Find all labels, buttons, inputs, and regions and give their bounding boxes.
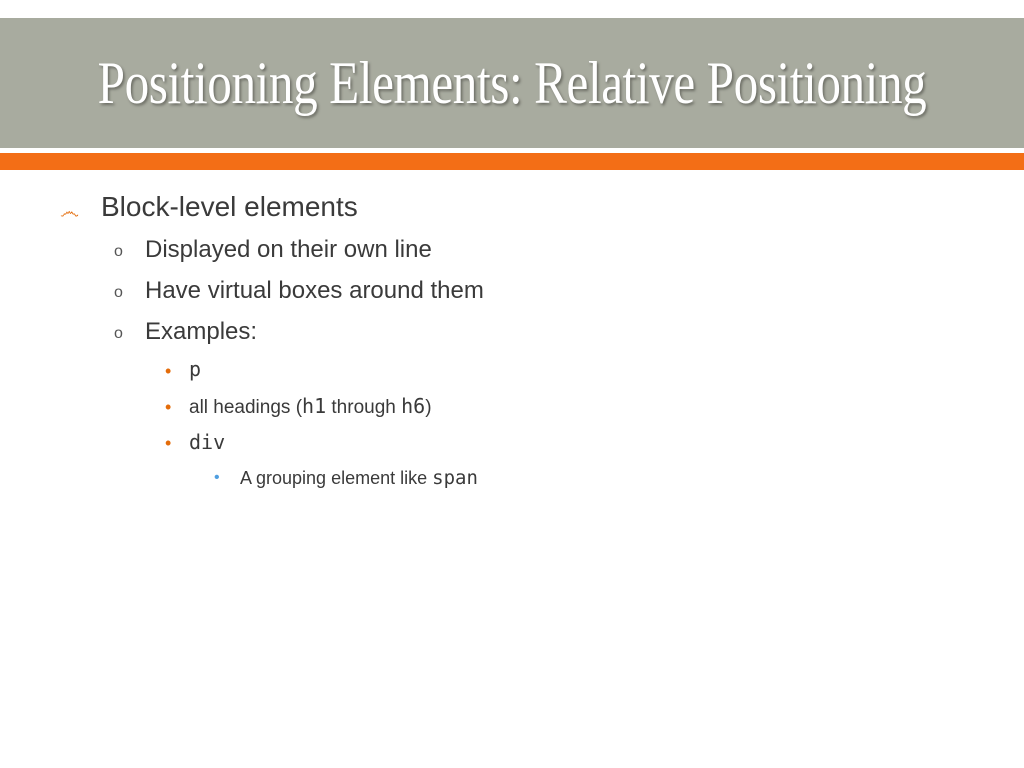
headings-prefix: all headings (: [189, 397, 303, 418]
bullet-level3-item: [189, 394, 432, 419]
dot-bullet-icon: •: [165, 361, 172, 381]
dot-bullet-icon: •: [165, 397, 172, 417]
bullet-level1-text: Block-level elements: [101, 191, 358, 222]
code-h1: h1: [302, 394, 327, 418]
circle-bullet-icon: o: [114, 243, 123, 260]
level4-text: A grouping element like: [240, 468, 433, 488]
dot-bullet-icon: •: [165, 433, 172, 453]
bullet-level2-item: Examples:: [145, 318, 258, 345]
bullet-level2-item: Have virtual boxes around them: [145, 277, 484, 304]
dot-bullet-icon: •: [214, 469, 220, 486]
circle-bullet-icon: o: [114, 325, 123, 342]
slide-title: Positioning Elements: Relative Positioning: [97, 50, 927, 116]
code-span: span: [432, 467, 478, 489]
circle-bullet-icon: o: [114, 284, 123, 301]
code-h6: h6: [401, 394, 426, 418]
bullet-level3-code: p: [189, 357, 202, 381]
ornament-bullet-icon: ෴: [60, 199, 79, 223]
headings-suffix: ): [425, 397, 432, 418]
bullet-level3-code: div: [189, 430, 226, 454]
headings-middle: through: [326, 397, 402, 418]
bullet-level2-item: Displayed on their own line: [145, 236, 432, 263]
bullet-level4-item: [240, 467, 478, 489]
